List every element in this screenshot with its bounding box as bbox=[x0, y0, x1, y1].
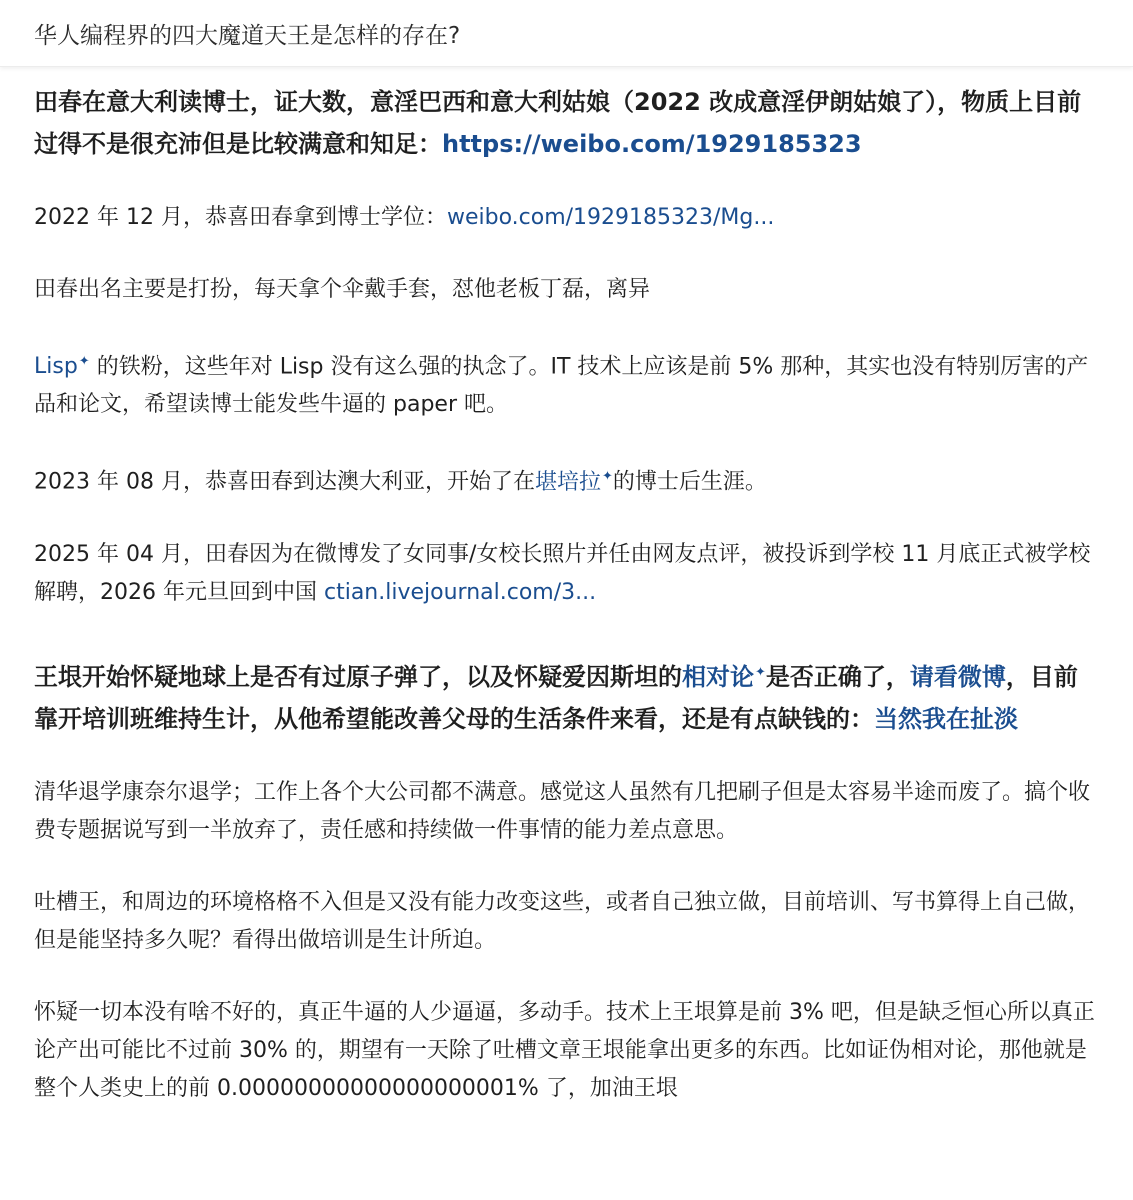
wangyin-text-mid: 是否正确了， bbox=[765, 662, 910, 691]
wangyin-text-after: ，目前靠开培训班维持生计，从他希望能改善父母的生活条件来看，还是有点缺钱的： bbox=[34, 662, 1078, 733]
question-header bbox=[0, 0, 1133, 67]
canberra-link[interactable] bbox=[535, 470, 613, 495]
canberra-link-label: 堪培拉 bbox=[534, 469, 601, 495]
lisp-link[interactable] bbox=[34, 354, 90, 379]
lisp-link-label: Lisp bbox=[34, 354, 78, 380]
paragraph-fame: 田春出名主要是打扮，每天拿个伞戴手套，怼他老板丁磊，离异 bbox=[34, 277, 651, 302]
link-star-icon: ✦ bbox=[78, 354, 90, 369]
section-tianchun-summary bbox=[34, 81, 1099, 165]
weibo-link[interactable]: https://weibo.com/1929185323 bbox=[442, 130, 862, 158]
wangyin-text-before: 王垠开始怀疑地球上是否有过原子弹了，以及怀疑爱因斯坦的 bbox=[34, 662, 682, 691]
livejournal-link[interactable]: ctian.livejournal.com/3... bbox=[323, 579, 597, 605]
phd-text: 2022 年 12 月，恭喜田春拿到博士学位： bbox=[34, 205, 447, 230]
dismissal-text: 2025 年 04 月，田春因为在微博发了女同事/女校长照片并任由网友点评，被投诉到学校 11 月底正式被学校解聘，2026 年元旦回到中国 bbox=[34, 541, 1091, 605]
paragraph-australia bbox=[34, 458, 1099, 501]
joking-link[interactable]: 当然我在扯淡 bbox=[874, 704, 1018, 733]
see-weibo-link[interactable]: 请看微博 bbox=[909, 662, 1006, 691]
section-wangyin-summary bbox=[34, 652, 1099, 740]
link-star-icon: ✦ bbox=[601, 469, 613, 485]
relativity-link[interactable] bbox=[682, 663, 766, 691]
summary-text: 田春在意大利读博士，证大数，意淫巴西和意大利姑娘（2022 改成意淫伊朗姑娘了），物质上目前过得不是很充沛但是比较满意和知足： bbox=[34, 88, 1082, 158]
link-star-icon: ✦ bbox=[755, 664, 766, 680]
australia-text-before: 2023 年 08 月，恭喜田春到达澳大利亚，开始了在 bbox=[34, 469, 535, 495]
relativity-link-label: 相对论 bbox=[682, 662, 754, 691]
paragraph-doubt: 怀疑一切本没有啥不好的，真正牛逼的人少逼逼，多动手。技术上王垠算是前 3% 吧，但是缺乏恒心所以真正论产出可能比不过前 30% 的，期望有一天除了吐槽文章王垠能拿出更多的东西。比如证伪相对论，那他就是整个人类史上的前 0.00000000000000000001% 了，加油王垠 bbox=[34, 999, 1095, 1101]
paragraph-dismissal bbox=[34, 536, 1099, 612]
paragraph-complainer: 吐槽王，和周边的环境格格不入但是又没有能力改变这些，或者自己独立做，目前培训、写书算得上自己做，但是能坚持多久呢？看得出做培训是生计所迫。 bbox=[34, 889, 1091, 953]
paragraph-lisp bbox=[34, 343, 1099, 424]
lisp-text: 的铁粉，这些年对 Lisp 没有这么强的执念了。IT 技术上应该是前 5% 那种，其实也没有特别厉害的产品和论文，希望读博士能发些牛逼的 paper 吧。 bbox=[34, 354, 1089, 418]
phd-weibo-link[interactable]: weibo.com/1929185323/Mg... bbox=[446, 205, 775, 230]
paragraph-dropout: 清华退学康奈尔退学；工作上各个大公司都不满意。感觉这人虽然有几把刷子但是太容易半途而废了。搞个收费专题据说写到一半放弃了，责任感和持续做一件事情的能力差点意思。 bbox=[34, 779, 1091, 843]
question-title[interactable]: 华人编程界的四大魔道天王是怎样的存在? bbox=[34, 22, 461, 49]
answer-content bbox=[0, 67, 1133, 1108]
australia-text-after: 的博士后生涯。 bbox=[612, 469, 767, 495]
paragraph-phd bbox=[34, 199, 1099, 237]
